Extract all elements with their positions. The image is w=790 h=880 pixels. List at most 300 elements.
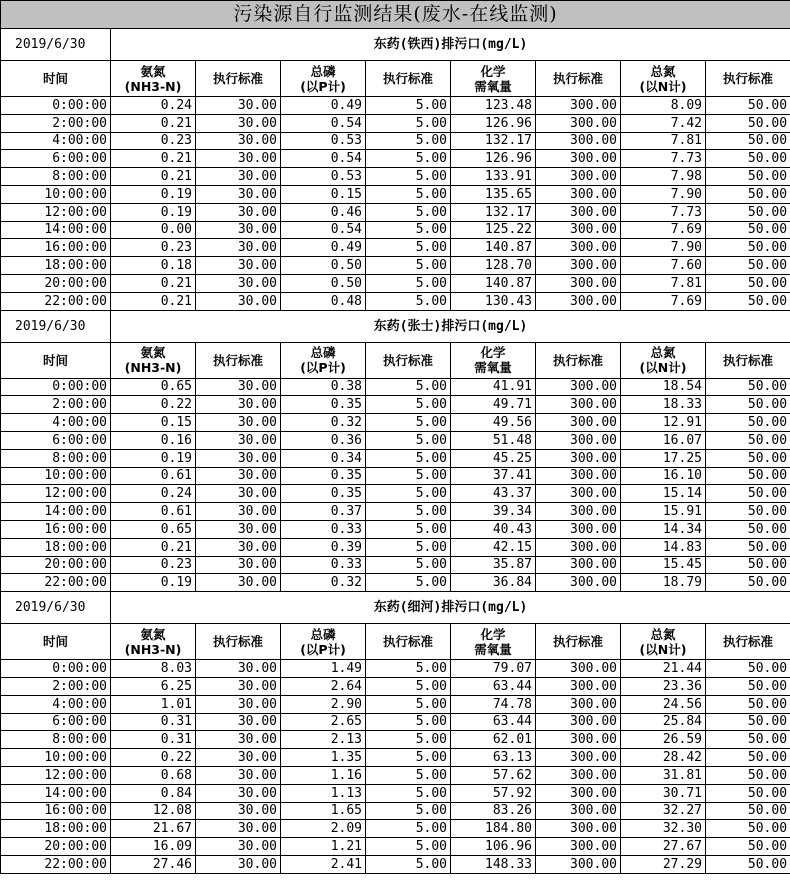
- ammonia-value: 0.68: [111, 766, 196, 784]
- cod-value: 62.01: [451, 731, 536, 749]
- nitrogen-standard: 50.00: [706, 574, 790, 592]
- time-cell: 0:00:00: [1, 378, 111, 396]
- ammonia-standard: 30.00: [196, 114, 281, 132]
- time-cell: 14:00:00: [1, 784, 111, 802]
- section-outlet-name: 东药(细河)排污口(mg/L): [111, 592, 790, 624]
- table-row: [1, 677, 790, 695]
- ammonia-standard: 30.00: [196, 520, 281, 538]
- cod-standard: 300.00: [536, 556, 621, 574]
- nitrogen-standard: 50.00: [706, 132, 790, 150]
- cod-value: 140.87: [451, 274, 536, 292]
- time-cell: 22:00:00: [1, 574, 111, 592]
- nitrogen-value: 23.36: [621, 677, 706, 695]
- cod-standard: 300.00: [536, 855, 621, 873]
- table-row: [1, 257, 790, 275]
- phosphorus-standard: 5.00: [366, 520, 451, 538]
- ammonia-standard: 30.00: [196, 132, 281, 150]
- table-row: [1, 414, 790, 432]
- phosphorus-standard: 5.00: [366, 378, 451, 396]
- time-cell: 8:00:00: [1, 731, 111, 749]
- nitrogen-standard: 50.00: [706, 467, 790, 485]
- phosphorus-value: 1.13: [281, 784, 366, 802]
- header-standard: [196, 342, 281, 378]
- nitrogen-standard: 50.00: [706, 838, 790, 856]
- table-row: [1, 660, 790, 678]
- phosphorus-value: 2.65: [281, 713, 366, 731]
- time-cell: 0:00:00: [1, 97, 111, 115]
- cod-value: 39.34: [451, 503, 536, 521]
- header-time-label: 时间: [42, 71, 68, 86]
- time-cell: 20:00:00: [1, 274, 111, 292]
- phosphorus-standard: 5.00: [366, 485, 451, 503]
- header-cod-label: 化学: [480, 63, 506, 79]
- time-cell: 2:00:00: [1, 677, 111, 695]
- ammonia-standard: 30.00: [196, 538, 281, 556]
- time-cell: 6:00:00: [1, 431, 111, 449]
- nitrogen-standard: 50.00: [706, 114, 790, 132]
- phosphorus-standard: 5.00: [366, 257, 451, 275]
- header-standard-label: 执行标准: [212, 352, 263, 368]
- time-cell: 10:00:00: [1, 185, 111, 203]
- header-cod-label: 化学: [480, 345, 506, 361]
- cod-value: 63.44: [451, 677, 536, 695]
- header-standard-label: 执行标准: [723, 352, 774, 368]
- nitrogen-standard: 50.00: [706, 185, 790, 203]
- phosphorus-standard: 5.00: [366, 449, 451, 467]
- nitrogen-value: 7.90: [621, 239, 706, 257]
- ammonia-value: 8.03: [111, 660, 196, 678]
- header-standard: [706, 624, 790, 660]
- ammonia-standard: 30.00: [196, 855, 281, 873]
- cod-standard: 300.00: [536, 784, 621, 802]
- phosphorus-value: 0.33: [281, 520, 366, 538]
- nitrogen-standard: 50.00: [706, 731, 790, 749]
- phosphorus-standard: 5.00: [366, 731, 451, 749]
- cod-standard: 300.00: [536, 378, 621, 396]
- time-cell: 6:00:00: [1, 150, 111, 168]
- ammonia-value: 0.22: [111, 749, 196, 767]
- time-cell: 16:00:00: [1, 239, 111, 257]
- section-title-row: [1, 29, 790, 61]
- header-standard-label: 执行标准: [212, 71, 263, 86]
- header-cod-label: 需氧量: [474, 641, 512, 657]
- ammonia-value: 0.16: [111, 431, 196, 449]
- nitrogen-value: 27.29: [621, 855, 706, 873]
- nitrogen-value: 8.09: [621, 97, 706, 115]
- cod-value: 125.22: [451, 221, 536, 239]
- cod-standard: 300.00: [536, 820, 621, 838]
- phosphorus-value: 0.50: [281, 274, 366, 292]
- cod-standard: 300.00: [536, 677, 621, 695]
- nitrogen-standard: 50.00: [706, 150, 790, 168]
- ammonia-standard: 30.00: [196, 431, 281, 449]
- phosphorus-standard: 5.00: [366, 114, 451, 132]
- ammonia-standard: 30.00: [196, 503, 281, 521]
- ammonia-standard: 30.00: [196, 784, 281, 802]
- header-cod: [451, 342, 536, 378]
- header-phosphorus-label: (以P计): [300, 641, 346, 657]
- cod-value: 51.48: [451, 431, 536, 449]
- cod-standard: 300.00: [536, 185, 621, 203]
- phosphorus-standard: 5.00: [366, 820, 451, 838]
- cod-standard: 300.00: [536, 150, 621, 168]
- section-date: 2019/6/30: [1, 310, 111, 342]
- header-standard-label: 执行标准: [382, 352, 433, 368]
- cod-standard: 300.00: [536, 168, 621, 186]
- ammonia-value: 27.46: [111, 855, 196, 873]
- header-cod: [451, 61, 536, 97]
- table-row: [1, 784, 790, 802]
- phosphorus-standard: 5.00: [366, 431, 451, 449]
- phosphorus-standard: 5.00: [366, 467, 451, 485]
- nitrogen-value: 7.90: [621, 185, 706, 203]
- nitrogen-standard: 50.00: [706, 713, 790, 731]
- section-date: 2019/6/30: [1, 29, 111, 61]
- cod-standard: 300.00: [536, 766, 621, 784]
- ammonia-value: 0.24: [111, 485, 196, 503]
- nitrogen-standard: 50.00: [706, 784, 790, 802]
- header-time: [1, 342, 111, 378]
- cod-standard: 300.00: [536, 802, 621, 820]
- ammonia-standard: 30.00: [196, 713, 281, 731]
- time-cell: 4:00:00: [1, 132, 111, 150]
- cod-value: 132.17: [451, 203, 536, 221]
- header-standard-label: 执行标准: [552, 634, 603, 650]
- nitrogen-value: 27.67: [621, 838, 706, 856]
- nitrogen-value: 7.73: [621, 150, 706, 168]
- ammonia-standard: 30.00: [196, 168, 281, 186]
- table-row: [1, 574, 790, 592]
- cod-value: 83.26: [451, 802, 536, 820]
- ammonia-value: 0.23: [111, 132, 196, 150]
- column-header-row: [1, 342, 790, 378]
- header-nitrogen-label: (以N计): [639, 360, 687, 376]
- table-row: [1, 820, 790, 838]
- ammonia-value: 21.67: [111, 820, 196, 838]
- cod-standard: 300.00: [536, 731, 621, 749]
- ammonia-standard: 30.00: [196, 185, 281, 203]
- cod-standard: 300.00: [536, 396, 621, 414]
- header-standard: [196, 61, 281, 97]
- header-nitrogen-label: 总氮: [650, 63, 676, 79]
- cod-value: 132.17: [451, 132, 536, 150]
- header-phosphorus: [281, 61, 366, 97]
- ammonia-value: 0.19: [111, 203, 196, 221]
- nitrogen-value: 15.91: [621, 503, 706, 521]
- time-cell: 16:00:00: [1, 802, 111, 820]
- ammonia-value: 0.21: [111, 168, 196, 186]
- nitrogen-value: 7.60: [621, 257, 706, 275]
- header-phosphorus: [281, 342, 366, 378]
- cod-standard: 300.00: [536, 292, 621, 310]
- nitrogen-standard: 50.00: [706, 97, 790, 115]
- cod-value: 135.65: [451, 185, 536, 203]
- cod-standard: 300.00: [536, 221, 621, 239]
- table-row: [1, 802, 790, 820]
- ammonia-value: 0.31: [111, 713, 196, 731]
- nitrogen-value: 7.69: [621, 221, 706, 239]
- nitrogen-value: 7.98: [621, 168, 706, 186]
- phosphorus-value: 0.38: [281, 378, 366, 396]
- header-nitrogen-label: (以N计): [639, 78, 687, 94]
- phosphorus-standard: 5.00: [366, 677, 451, 695]
- header-time: [1, 624, 111, 660]
- phosphorus-standard: 5.00: [366, 221, 451, 239]
- header-standard-label: 执行标准: [552, 352, 603, 368]
- header-ammonia: [111, 342, 196, 378]
- phosphorus-standard: 5.00: [366, 185, 451, 203]
- phosphorus-value: 2.64: [281, 677, 366, 695]
- cod-standard: 300.00: [536, 538, 621, 556]
- ammonia-value: 0.18: [111, 257, 196, 275]
- header-phosphorus-label: 总磷: [310, 345, 336, 361]
- time-cell: 16:00:00: [1, 520, 111, 538]
- phosphorus-value: 0.53: [281, 132, 366, 150]
- cod-value: 106.96: [451, 838, 536, 856]
- nitrogen-value: 32.30: [621, 820, 706, 838]
- time-cell: 12:00:00: [1, 766, 111, 784]
- header-ammonia-label: (NH3-N): [124, 641, 182, 657]
- phosphorus-standard: 5.00: [366, 556, 451, 574]
- cod-standard: 300.00: [536, 449, 621, 467]
- table-row: [1, 695, 790, 713]
- cod-value: 43.37: [451, 485, 536, 503]
- ammonia-standard: 30.00: [196, 467, 281, 485]
- cod-value: 40.43: [451, 520, 536, 538]
- header-standard: [366, 342, 451, 378]
- ammonia-value: 0.65: [111, 378, 196, 396]
- section-title-row: [1, 592, 790, 624]
- nitrogen-value: 32.27: [621, 802, 706, 820]
- cod-standard: 300.00: [536, 574, 621, 592]
- cod-value: 42.15: [451, 538, 536, 556]
- cod-standard: 300.00: [536, 749, 621, 767]
- phosphorus-value: 1.35: [281, 749, 366, 767]
- header-standard: [706, 61, 790, 97]
- ammonia-standard: 30.00: [196, 766, 281, 784]
- cod-value: 57.62: [451, 766, 536, 784]
- ammonia-value: 0.21: [111, 292, 196, 310]
- ammonia-value: 0.61: [111, 467, 196, 485]
- header-standard: [706, 342, 790, 378]
- phosphorus-value: 0.32: [281, 574, 366, 592]
- header-nitrogen-label: 总氮: [650, 345, 676, 361]
- table-row: [1, 731, 790, 749]
- table-row: [1, 520, 790, 538]
- cod-value: 140.87: [451, 239, 536, 257]
- nitrogen-value: 7.81: [621, 274, 706, 292]
- phosphorus-value: 0.35: [281, 467, 366, 485]
- ammonia-standard: 30.00: [196, 414, 281, 432]
- header-ammonia-label: 氨氮: [140, 345, 166, 361]
- phosphorus-value: 0.35: [281, 396, 366, 414]
- ammonia-standard: 30.00: [196, 257, 281, 275]
- ammonia-value: 0.22: [111, 396, 196, 414]
- cod-standard: 300.00: [536, 97, 621, 115]
- table-row: [1, 292, 790, 310]
- header-standard: [196, 624, 281, 660]
- ammonia-standard: 30.00: [196, 274, 281, 292]
- table-row: [1, 749, 790, 767]
- nitrogen-value: 16.07: [621, 431, 706, 449]
- title-row: [1, 1, 790, 29]
- phosphorus-standard: 5.00: [366, 574, 451, 592]
- header-standard: [536, 61, 621, 97]
- table-row: [1, 766, 790, 784]
- nitrogen-standard: 50.00: [706, 414, 790, 432]
- ammonia-standard: 30.00: [196, 802, 281, 820]
- header-standard: [536, 342, 621, 378]
- header-cod-label: 需氧量: [474, 360, 512, 376]
- phosphorus-standard: 5.00: [366, 749, 451, 767]
- section-date: 2019/6/30: [1, 592, 111, 624]
- phosphorus-value: 0.32: [281, 414, 366, 432]
- ammonia-value: 1.01: [111, 695, 196, 713]
- phosphorus-standard: 5.00: [366, 766, 451, 784]
- time-cell: 20:00:00: [1, 838, 111, 856]
- table-row: [1, 114, 790, 132]
- ammonia-standard: 30.00: [196, 695, 281, 713]
- nitrogen-standard: 50.00: [706, 485, 790, 503]
- time-cell: 12:00:00: [1, 203, 111, 221]
- header-phosphorus: [281, 624, 366, 660]
- nitrogen-value: 17.25: [621, 449, 706, 467]
- column-header-row: [1, 61, 790, 97]
- header-cod-label: 需氧量: [474, 78, 512, 94]
- cod-standard: 300.00: [536, 114, 621, 132]
- header-time-label: 时间: [42, 352, 68, 368]
- table-row: [1, 168, 790, 186]
- cod-value: 37.41: [451, 467, 536, 485]
- header-standard-label: 执行标准: [552, 71, 603, 86]
- ammonia-standard: 30.00: [196, 485, 281, 503]
- phosphorus-standard: 5.00: [366, 274, 451, 292]
- ammonia-standard: 30.00: [196, 292, 281, 310]
- nitrogen-standard: 50.00: [706, 203, 790, 221]
- time-cell: 2:00:00: [1, 396, 111, 414]
- nitrogen-value: 15.14: [621, 485, 706, 503]
- time-cell: 6:00:00: [1, 713, 111, 731]
- phosphorus-value: 1.16: [281, 766, 366, 784]
- ammonia-standard: 30.00: [196, 660, 281, 678]
- cod-value: 74.78: [451, 695, 536, 713]
- section-outlet-name: 东药(张士)排污口(mg/L): [111, 310, 790, 342]
- cod-standard: 300.00: [536, 132, 621, 150]
- cod-standard: 300.00: [536, 660, 621, 678]
- time-cell: 18:00:00: [1, 257, 111, 275]
- phosphorus-value: 1.49: [281, 660, 366, 678]
- phosphorus-value: 0.34: [281, 449, 366, 467]
- ammonia-standard: 30.00: [196, 221, 281, 239]
- phosphorus-standard: 5.00: [366, 695, 451, 713]
- table-row: [1, 431, 790, 449]
- time-cell: 14:00:00: [1, 503, 111, 521]
- table-row: [1, 838, 790, 856]
- cod-standard: 300.00: [536, 239, 621, 257]
- nitrogen-value: 18.54: [621, 378, 706, 396]
- table-row: [1, 97, 790, 115]
- phosphorus-value: 0.37: [281, 503, 366, 521]
- cod-value: 49.56: [451, 414, 536, 432]
- time-cell: 18:00:00: [1, 820, 111, 838]
- cod-value: 41.91: [451, 378, 536, 396]
- cod-standard: 300.00: [536, 503, 621, 521]
- ammonia-standard: 30.00: [196, 556, 281, 574]
- time-cell: 4:00:00: [1, 414, 111, 432]
- cod-value: 126.96: [451, 114, 536, 132]
- ammonia-value: 0.84: [111, 784, 196, 802]
- table-row: [1, 538, 790, 556]
- cod-value: 148.33: [451, 855, 536, 873]
- nitrogen-value: 7.69: [621, 292, 706, 310]
- time-cell: 18:00:00: [1, 538, 111, 556]
- cod-value: 130.43: [451, 292, 536, 310]
- section-outlet-name: 东药(铁西)排污口(mg/L): [111, 29, 790, 61]
- ammonia-value: 16.09: [111, 838, 196, 856]
- phosphorus-standard: 5.00: [366, 503, 451, 521]
- nitrogen-standard: 50.00: [706, 766, 790, 784]
- header-ammonia-label: 氨氮: [140, 63, 166, 79]
- cod-standard: 300.00: [536, 838, 621, 856]
- table-row: [1, 132, 790, 150]
- ammonia-standard: 30.00: [196, 574, 281, 592]
- phosphorus-value: 2.90: [281, 695, 366, 713]
- cod-value: 123.48: [451, 97, 536, 115]
- ammonia-value: 12.08: [111, 802, 196, 820]
- ammonia-value: 0.15: [111, 414, 196, 432]
- nitrogen-value: 16.10: [621, 467, 706, 485]
- header-standard: [366, 624, 451, 660]
- ammonia-standard: 30.00: [196, 378, 281, 396]
- ammonia-value: 0.21: [111, 150, 196, 168]
- phosphorus-standard: 5.00: [366, 538, 451, 556]
- phosphorus-value: 0.15: [281, 185, 366, 203]
- time-cell: 4:00:00: [1, 695, 111, 713]
- ammonia-standard: 30.00: [196, 749, 281, 767]
- phosphorus-value: 0.39: [281, 538, 366, 556]
- ammonia-standard: 30.00: [196, 731, 281, 749]
- time-cell: 22:00:00: [1, 292, 111, 310]
- table-row: [1, 185, 790, 203]
- phosphorus-value: 2.09: [281, 820, 366, 838]
- header-nitrogen: [621, 624, 706, 660]
- page-title: 污染源自行监测结果(废水-在线监测): [1, 1, 790, 29]
- header-standard-label: 执行标准: [382, 71, 433, 86]
- header-ammonia-label: (NH3-N): [124, 78, 182, 94]
- time-cell: 8:00:00: [1, 168, 111, 186]
- nitrogen-value: 14.83: [621, 538, 706, 556]
- nitrogen-value: 21.44: [621, 660, 706, 678]
- nitrogen-value: 18.79: [621, 574, 706, 592]
- nitrogen-value: 18.33: [621, 396, 706, 414]
- header-standard: [366, 61, 451, 97]
- header-nitrogen: [621, 342, 706, 378]
- header-standard-label: 执行标准: [723, 71, 774, 86]
- phosphorus-value: 0.36: [281, 431, 366, 449]
- time-cell: 2:00:00: [1, 114, 111, 132]
- ammonia-standard: 30.00: [196, 150, 281, 168]
- nitrogen-standard: 50.00: [706, 503, 790, 521]
- ammonia-standard: 30.00: [196, 203, 281, 221]
- phosphorus-value: 0.33: [281, 556, 366, 574]
- header-phosphorus-label: 总磷: [310, 626, 336, 642]
- nitrogen-standard: 50.00: [706, 257, 790, 275]
- nitrogen-value: 31.81: [621, 766, 706, 784]
- ammonia-value: 0.31: [111, 731, 196, 749]
- header-nitrogen-label: (以N计): [639, 641, 687, 657]
- phosphorus-standard: 5.00: [366, 855, 451, 873]
- cod-standard: 300.00: [536, 520, 621, 538]
